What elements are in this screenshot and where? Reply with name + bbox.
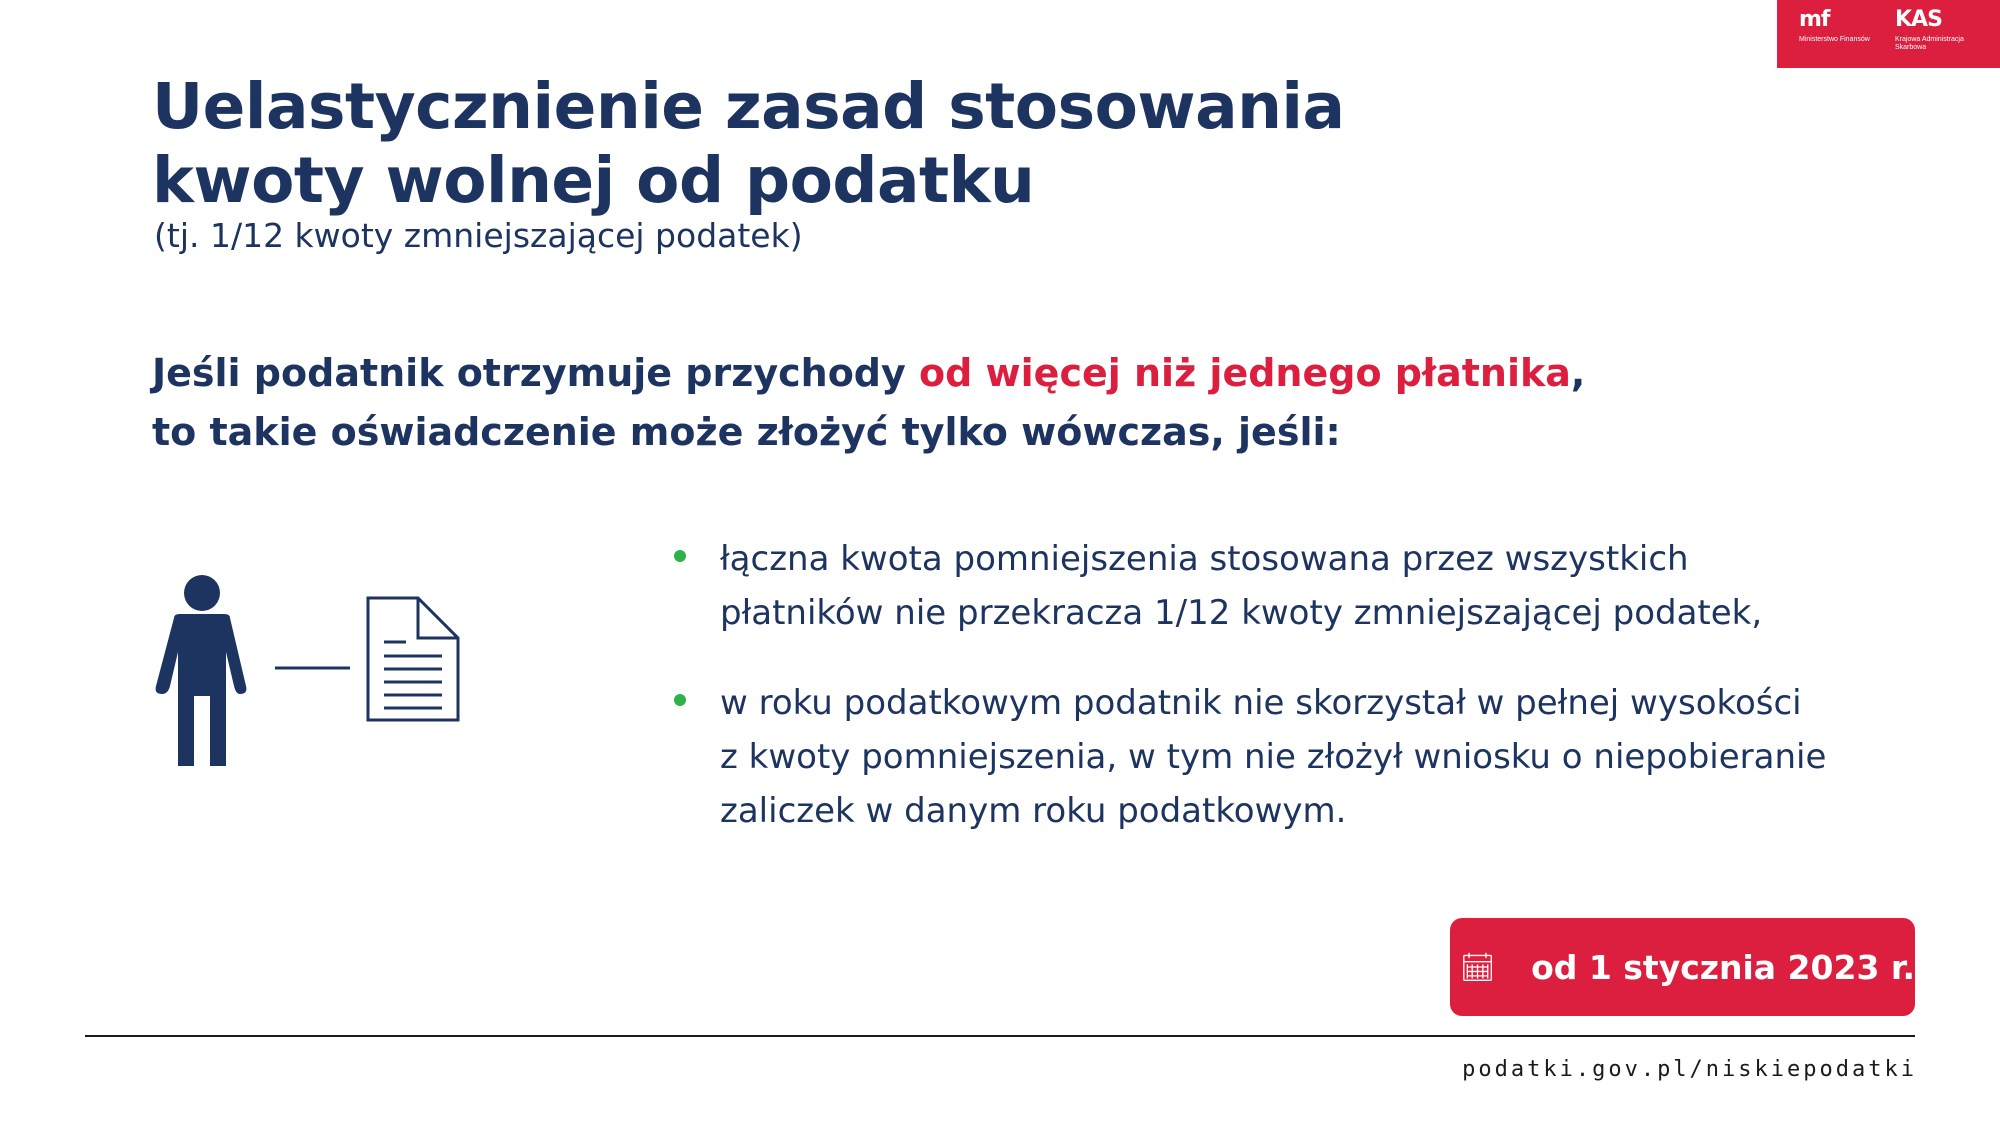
calendar-icon <box>1462 933 1493 1001</box>
condition-list <box>672 532 1902 874</box>
bullet-2-line-3: zaliczek w danym roku podatkowym. <box>720 791 1347 831</box>
title-line-1: Uelastycznienie zasad stosowania <box>152 70 1345 143</box>
page-title <box>152 70 1345 218</box>
bullet-1-line-1: łączna kwota pomniejszenia stosowana przez wszystkich <box>720 539 1689 579</box>
title-line-2: kwoty wolnej od podatku <box>152 144 1035 217</box>
kas-logo-text: Krajowa Administracja Skarbowa <box>1895 36 1964 51</box>
lead-part-1: Jeśli podatnik otrzymuje przychody <box>152 351 919 395</box>
mf-logo-text: Ministerstwo Finansów <box>1799 36 1870 43</box>
document-icon <box>368 598 458 720</box>
bullet-1-line-2: płatników nie przekracza 1/12 kwoty zmniejszającej podatek, <box>720 593 1763 633</box>
illustration <box>150 570 470 770</box>
bullet-dot-icon <box>674 550 686 562</box>
list-item <box>672 532 1902 640</box>
bullet-2-line-2: z kwoty pomniejszenia, w tym nie złożył wniosku o niepobieranie <box>720 737 1827 777</box>
mf-logo <box>1799 8 1879 44</box>
footer-url[interactable]: podatki.gov.pl/niskiepodatki <box>1462 1057 1917 1082</box>
lead-line-2: to takie oświadczenie może złożyć tylko wówczas, jeśli: <box>152 410 1341 454</box>
lead-highlight: od więcej niż jednego płatnika <box>919 351 1571 395</box>
bullet-dot-icon <box>674 694 686 706</box>
bullet-2-line-1: w roku podatkowym podatnik nie skorzystał w pełnej wysokości <box>720 683 1802 723</box>
header-logos <box>1777 0 2000 68</box>
page-subtitle: (tj. 1/12 kwoty zmniejszającej podatek) <box>154 216 803 255</box>
list-item <box>672 676 1902 838</box>
kas-logo-mark: KAS <box>1895 7 1942 32</box>
effective-date-badge <box>1450 918 1915 1016</box>
mf-logo-mark: mf <box>1799 7 1830 32</box>
effective-date-text: od 1 stycznia 2023 r. <box>1531 947 1915 987</box>
lead-text <box>152 344 1752 462</box>
footer-divider <box>85 1035 1915 1037</box>
person-icon <box>156 575 247 766</box>
lead-part-2: , <box>1570 351 1586 395</box>
kas-logo <box>1895 8 1975 52</box>
